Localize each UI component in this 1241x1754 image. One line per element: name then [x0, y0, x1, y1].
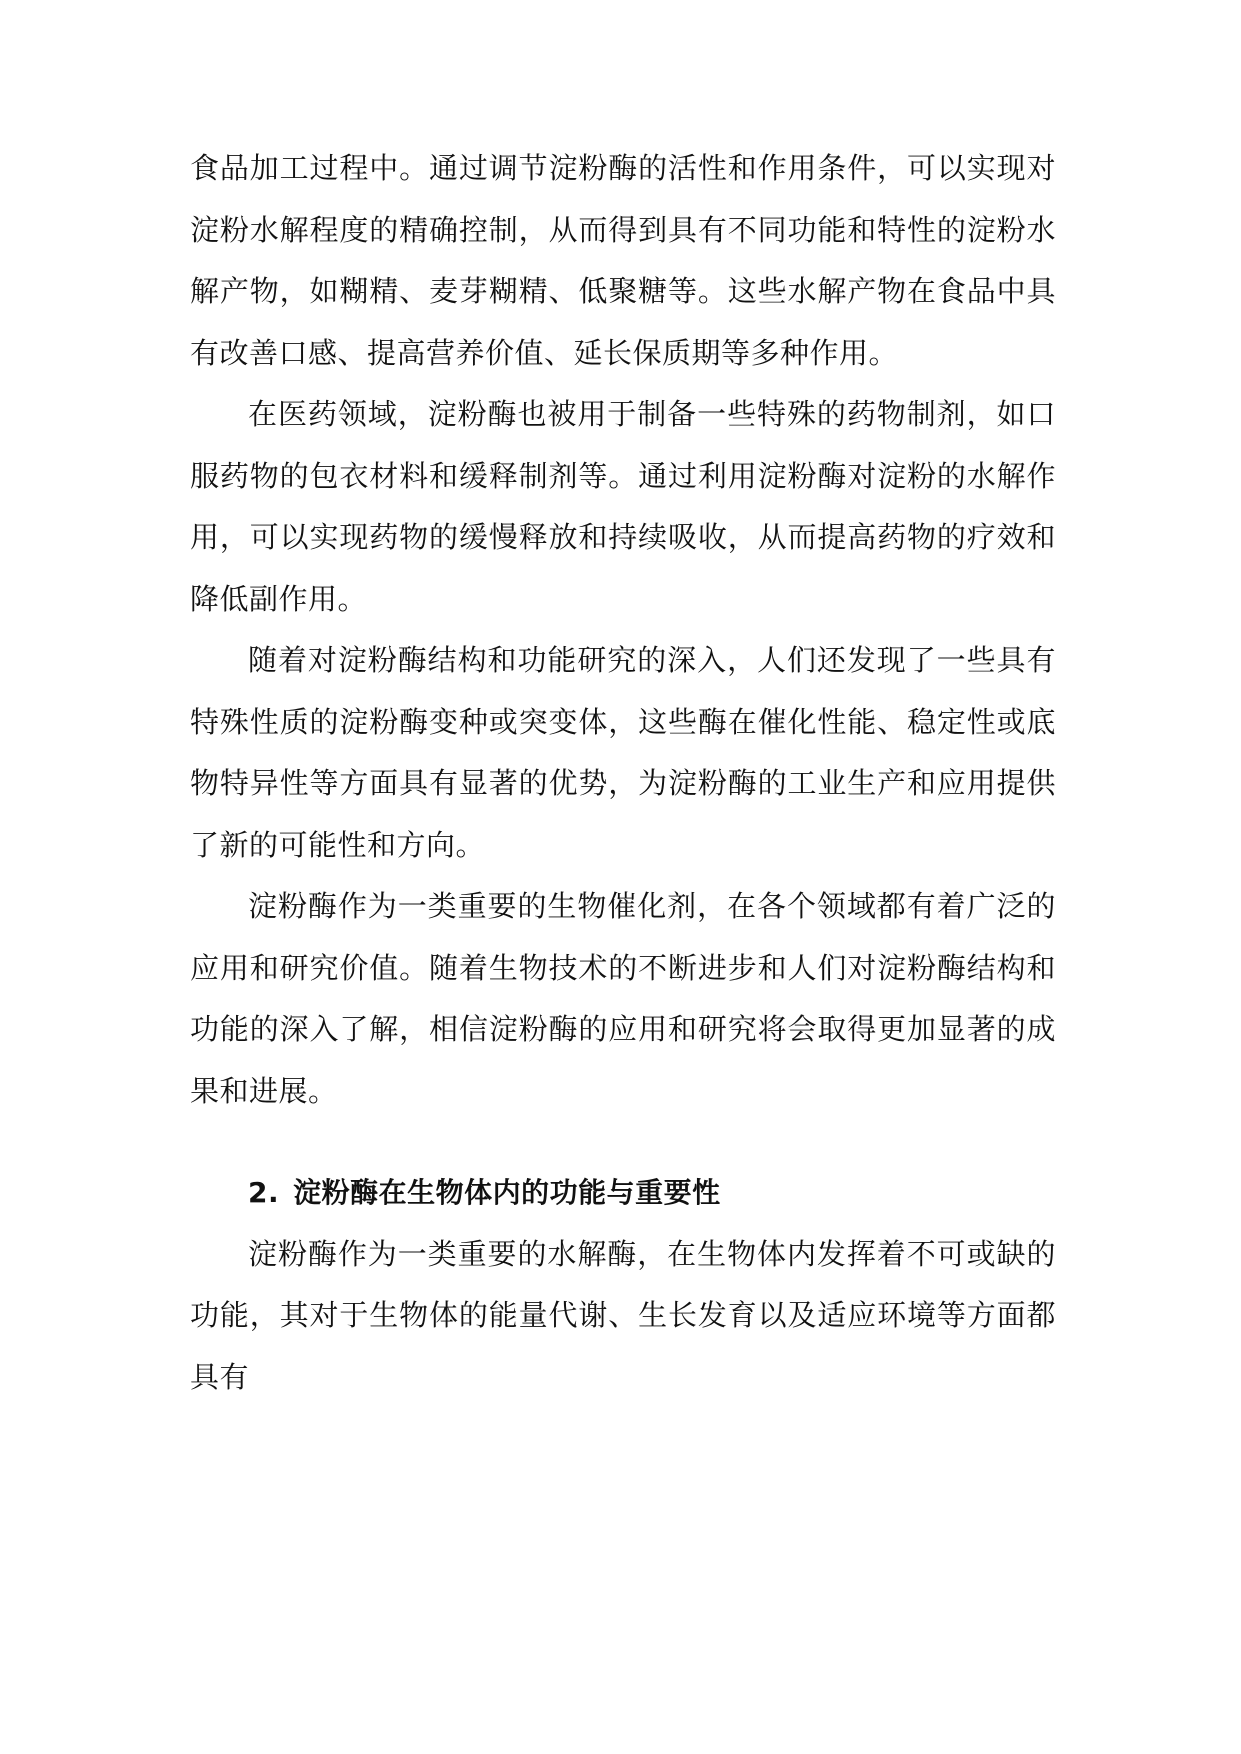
section-title: 淀粉酶在生物体内的功能与重要性 [293, 1176, 721, 1209]
section-number: 2. [248, 1176, 280, 1209]
paragraph-function: 淀粉酶作为一类重要的水解酶，在生物体内发挥着不可或缺的功能，其对于生物体的能量代谢、生长发育以及适应环境等方面都具有 [190, 1236, 1056, 1394]
paragraph-medicine: 在医药领域，淀粉酶也被用于制备一些特殊的药物制剂，如口服药物的包衣材料和缓释制剂等。通过利用淀粉酶对淀粉的水解作用，可以实现药物的缓慢释放和持续吸收，从而提高药物的疗效和降低副作用。 [190, 397, 1056, 616]
section-heading [190, 1162, 1056, 1224]
document-page [190, 138, 1056, 1408]
paragraph-food-processing: 食品加工过程中。通过调节淀粉酶的活性和作用条件，可以实现对淀粉水解程度的精确控制，从而得到具有不同功能和特性的淀粉水解产物，如糊精、麦芽糊精、低聚糖等。这些水解产物在食品中具有改善口感、提高营养价值、延长保质期等多种作用。 [190, 151, 1056, 370]
paragraph-variants: 随着对淀粉酶结构和功能研究的深入，人们还发现了一些具有特殊性质的淀粉酶变种或突变体，这些酶在催化性能、稳定性或底物特异性等方面具有显著的优势，为淀粉酶的工业生产和应用提供了新的可能性和方向。 [190, 643, 1056, 862]
paragraph-summary: 淀粉酶作为一类重要的生物催化剂，在各个领域都有着广泛的应用和研究价值。随着生物技术的不断进步和人们对淀粉酶结构和功能的深入了解，相信淀粉酶的应用和研究将会取得更加显著的成果和进展。 [190, 889, 1056, 1108]
